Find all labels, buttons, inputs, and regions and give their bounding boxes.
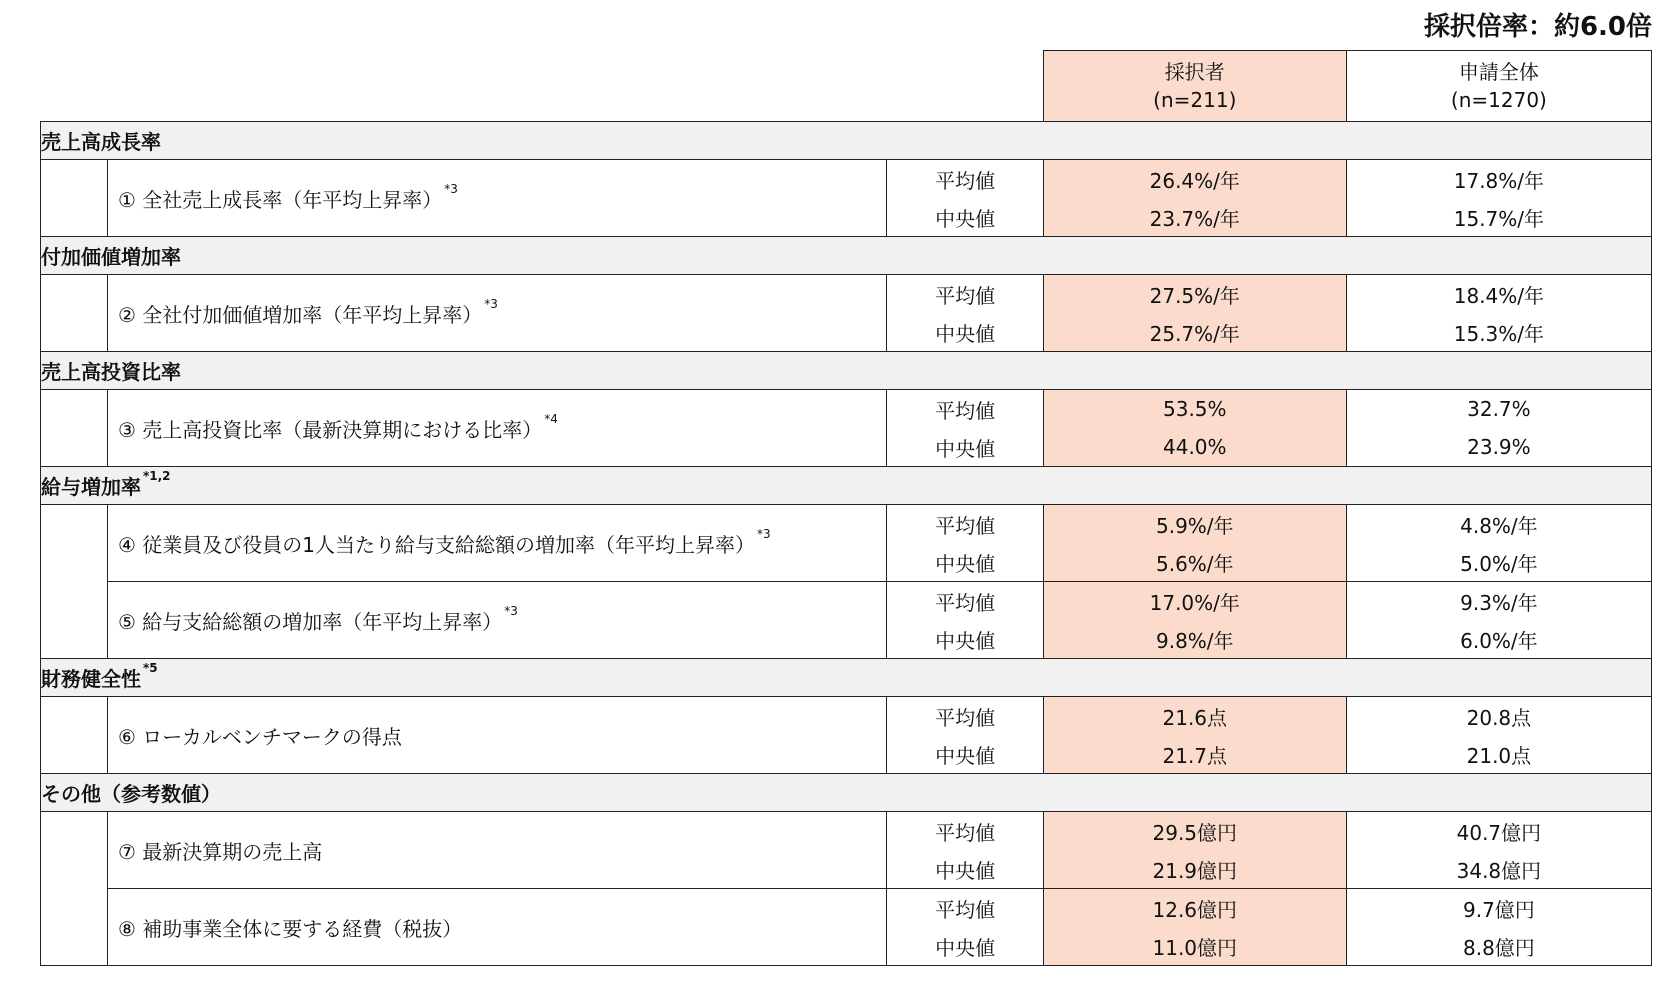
value-all-median: 6.0%/年 <box>1346 620 1651 659</box>
value-selected-mean: 21.6点 <box>1043 697 1346 736</box>
value-all-median: 34.8億円 <box>1346 850 1651 889</box>
category-name: 給与増加率 <box>41 475 141 499</box>
metric-label-cell <box>107 275 886 352</box>
value-all-median: 15.3%/年 <box>1346 313 1651 352</box>
stat-label-mean: 平均値 <box>887 889 1043 928</box>
category-row <box>41 237 1652 275</box>
metric-row-mean <box>41 889 1652 928</box>
value-selected-mean: 27.5%/年 <box>1043 275 1346 314</box>
stat-label-median: 中央値 <box>887 620 1043 659</box>
stat-label-median: 中央値 <box>887 428 1043 467</box>
metric-row-mean <box>41 812 1652 851</box>
metric-label-cell <box>107 582 886 659</box>
metric-label-cell <box>107 390 886 467</box>
metric-footnote: *3 <box>444 181 458 196</box>
metric-row-mean <box>41 390 1652 429</box>
column-header-selected-count: (n=211) <box>1153 88 1237 112</box>
value-selected-mean: 53.5% <box>1043 390 1346 429</box>
value-selected-median: 9.8%/年 <box>1043 620 1346 659</box>
category-footnote: *5 <box>143 661 158 675</box>
stat-label-median: 中央値 <box>887 313 1043 352</box>
category-name: その他（参考数値） <box>41 782 221 806</box>
category-title <box>41 352 1652 390</box>
category-row <box>41 467 1652 505</box>
stat-label-median: 中央値 <box>887 543 1043 582</box>
table-body <box>41 122 1652 966</box>
metric-label-cell <box>107 160 886 237</box>
metric-row-mean <box>41 582 1652 621</box>
metric-label: ① 全社売上成長率（年平均上昇率） <box>117 187 443 212</box>
column-header-all-label: 申請全体 <box>1458 60 1539 84</box>
category-title <box>41 659 1652 697</box>
comparison-table <box>40 50 1652 966</box>
stat-label-mean: 平均値 <box>887 505 1043 544</box>
value-all-mean: 40.7億円 <box>1346 812 1651 851</box>
metric-row-mean <box>41 505 1652 544</box>
value-all-median: 5.0%/年 <box>1346 543 1651 582</box>
column-header-selected <box>1043 51 1346 122</box>
value-selected-median: 11.0億円 <box>1043 927 1346 966</box>
stat-label-mean: 平均値 <box>887 390 1043 429</box>
category-name: 売上高成長率 <box>41 130 161 154</box>
category-indent <box>41 697 108 774</box>
column-header-all <box>1346 51 1651 122</box>
metric-label: ② 全社付加価値増加率（年平均上昇率） <box>117 302 483 327</box>
category-indent <box>41 160 108 237</box>
value-selected-mean: 12.6億円 <box>1043 889 1346 928</box>
header-row <box>41 51 1652 122</box>
metric-footnote: *3 <box>484 296 498 311</box>
value-all-mean: 9.7億円 <box>1346 889 1651 928</box>
category-title <box>41 774 1652 812</box>
value-all-mean: 4.8%/年 <box>1346 505 1651 544</box>
value-all-mean: 9.3%/年 <box>1346 582 1651 621</box>
column-header-all-count: (n=1270) <box>1450 88 1547 112</box>
metric-label: ⑧ 補助事業全体に要する経費（税抜） <box>117 916 463 941</box>
adoption-ratio-title: 採択倍率：約6.0倍 <box>1423 12 1652 42</box>
value-all-mean: 32.7% <box>1346 390 1651 429</box>
metric-footnote: *4 <box>544 411 558 426</box>
category-row <box>41 659 1652 697</box>
stat-label-mean: 平均値 <box>887 812 1043 851</box>
metric-label: ④ 従業員及び役員の1人当たり給与支給総額の増加率（年平均上昇率） <box>117 532 755 557</box>
metric-label: ③ 売上高投資比率（最新決算期における比率） <box>117 417 543 442</box>
metric-footnote: *3 <box>504 603 518 618</box>
category-indent <box>41 812 108 966</box>
metric-row-mean <box>41 160 1652 199</box>
value-all-mean: 17.8%/年 <box>1346 160 1651 199</box>
category-indent <box>41 505 108 659</box>
category-row <box>41 122 1652 160</box>
value-selected-mean: 29.5億円 <box>1043 812 1346 851</box>
metric-footnote: *3 <box>757 526 771 541</box>
value-selected-mean: 17.0%/年 <box>1043 582 1346 621</box>
category-name: 付加価値増加率 <box>41 245 181 269</box>
value-all-mean: 20.8点 <box>1346 697 1651 736</box>
value-selected-median: 23.7%/年 <box>1043 198 1346 237</box>
metric-label: ⑥ ローカルベンチマークの得点 <box>117 724 402 749</box>
metric-row-mean <box>41 697 1652 736</box>
value-all-median: 15.7%/年 <box>1346 198 1651 237</box>
metric-label-cell <box>107 505 886 582</box>
stat-label-median: 中央値 <box>887 198 1043 237</box>
value-selected-median: 5.6%/年 <box>1043 543 1346 582</box>
value-selected-mean: 26.4%/年 <box>1043 160 1346 199</box>
category-title <box>41 237 1652 275</box>
stat-label-median: 中央値 <box>887 850 1043 889</box>
value-all-median: 8.8億円 <box>1346 927 1651 966</box>
value-selected-median: 44.0% <box>1043 428 1346 467</box>
value-selected-median: 21.7点 <box>1043 735 1346 774</box>
value-selected-mean: 5.9%/年 <box>1043 505 1346 544</box>
value-selected-median: 25.7%/年 <box>1043 313 1346 352</box>
value-all-mean: 18.4%/年 <box>1346 275 1651 314</box>
metric-label-cell <box>107 697 886 774</box>
value-selected-median: 21.9億円 <box>1043 850 1346 889</box>
metric-label: ⑤ 給与支給総額の増加率（年平均上昇率） <box>117 609 503 634</box>
category-name: 売上高投資比率 <box>41 360 181 384</box>
category-row <box>41 774 1652 812</box>
category-title <box>41 467 1652 505</box>
stat-label-mean: 平均値 <box>887 275 1043 314</box>
metric-label-cell <box>107 812 886 889</box>
category-footnote: *1,2 <box>143 469 171 483</box>
category-name: 財務健全性 <box>41 667 141 691</box>
stat-label-mean: 平均値 <box>887 160 1043 199</box>
value-all-median: 21.0点 <box>1346 735 1651 774</box>
metric-label-cell <box>107 889 886 966</box>
stat-label-median: 中央値 <box>887 927 1043 966</box>
category-row <box>41 352 1652 390</box>
column-header-selected-label: 採択者 <box>1164 60 1225 84</box>
category-indent <box>41 275 108 352</box>
metric-label: ⑦ 最新決算期の売上高 <box>117 839 323 864</box>
category-indent <box>41 390 108 467</box>
stat-label-median: 中央値 <box>887 735 1043 774</box>
value-all-median: 23.9% <box>1346 428 1651 467</box>
metric-row-mean <box>41 275 1652 314</box>
stat-label-mean: 平均値 <box>887 697 1043 736</box>
stat-label-mean: 平均値 <box>887 582 1043 621</box>
category-title <box>41 122 1652 160</box>
